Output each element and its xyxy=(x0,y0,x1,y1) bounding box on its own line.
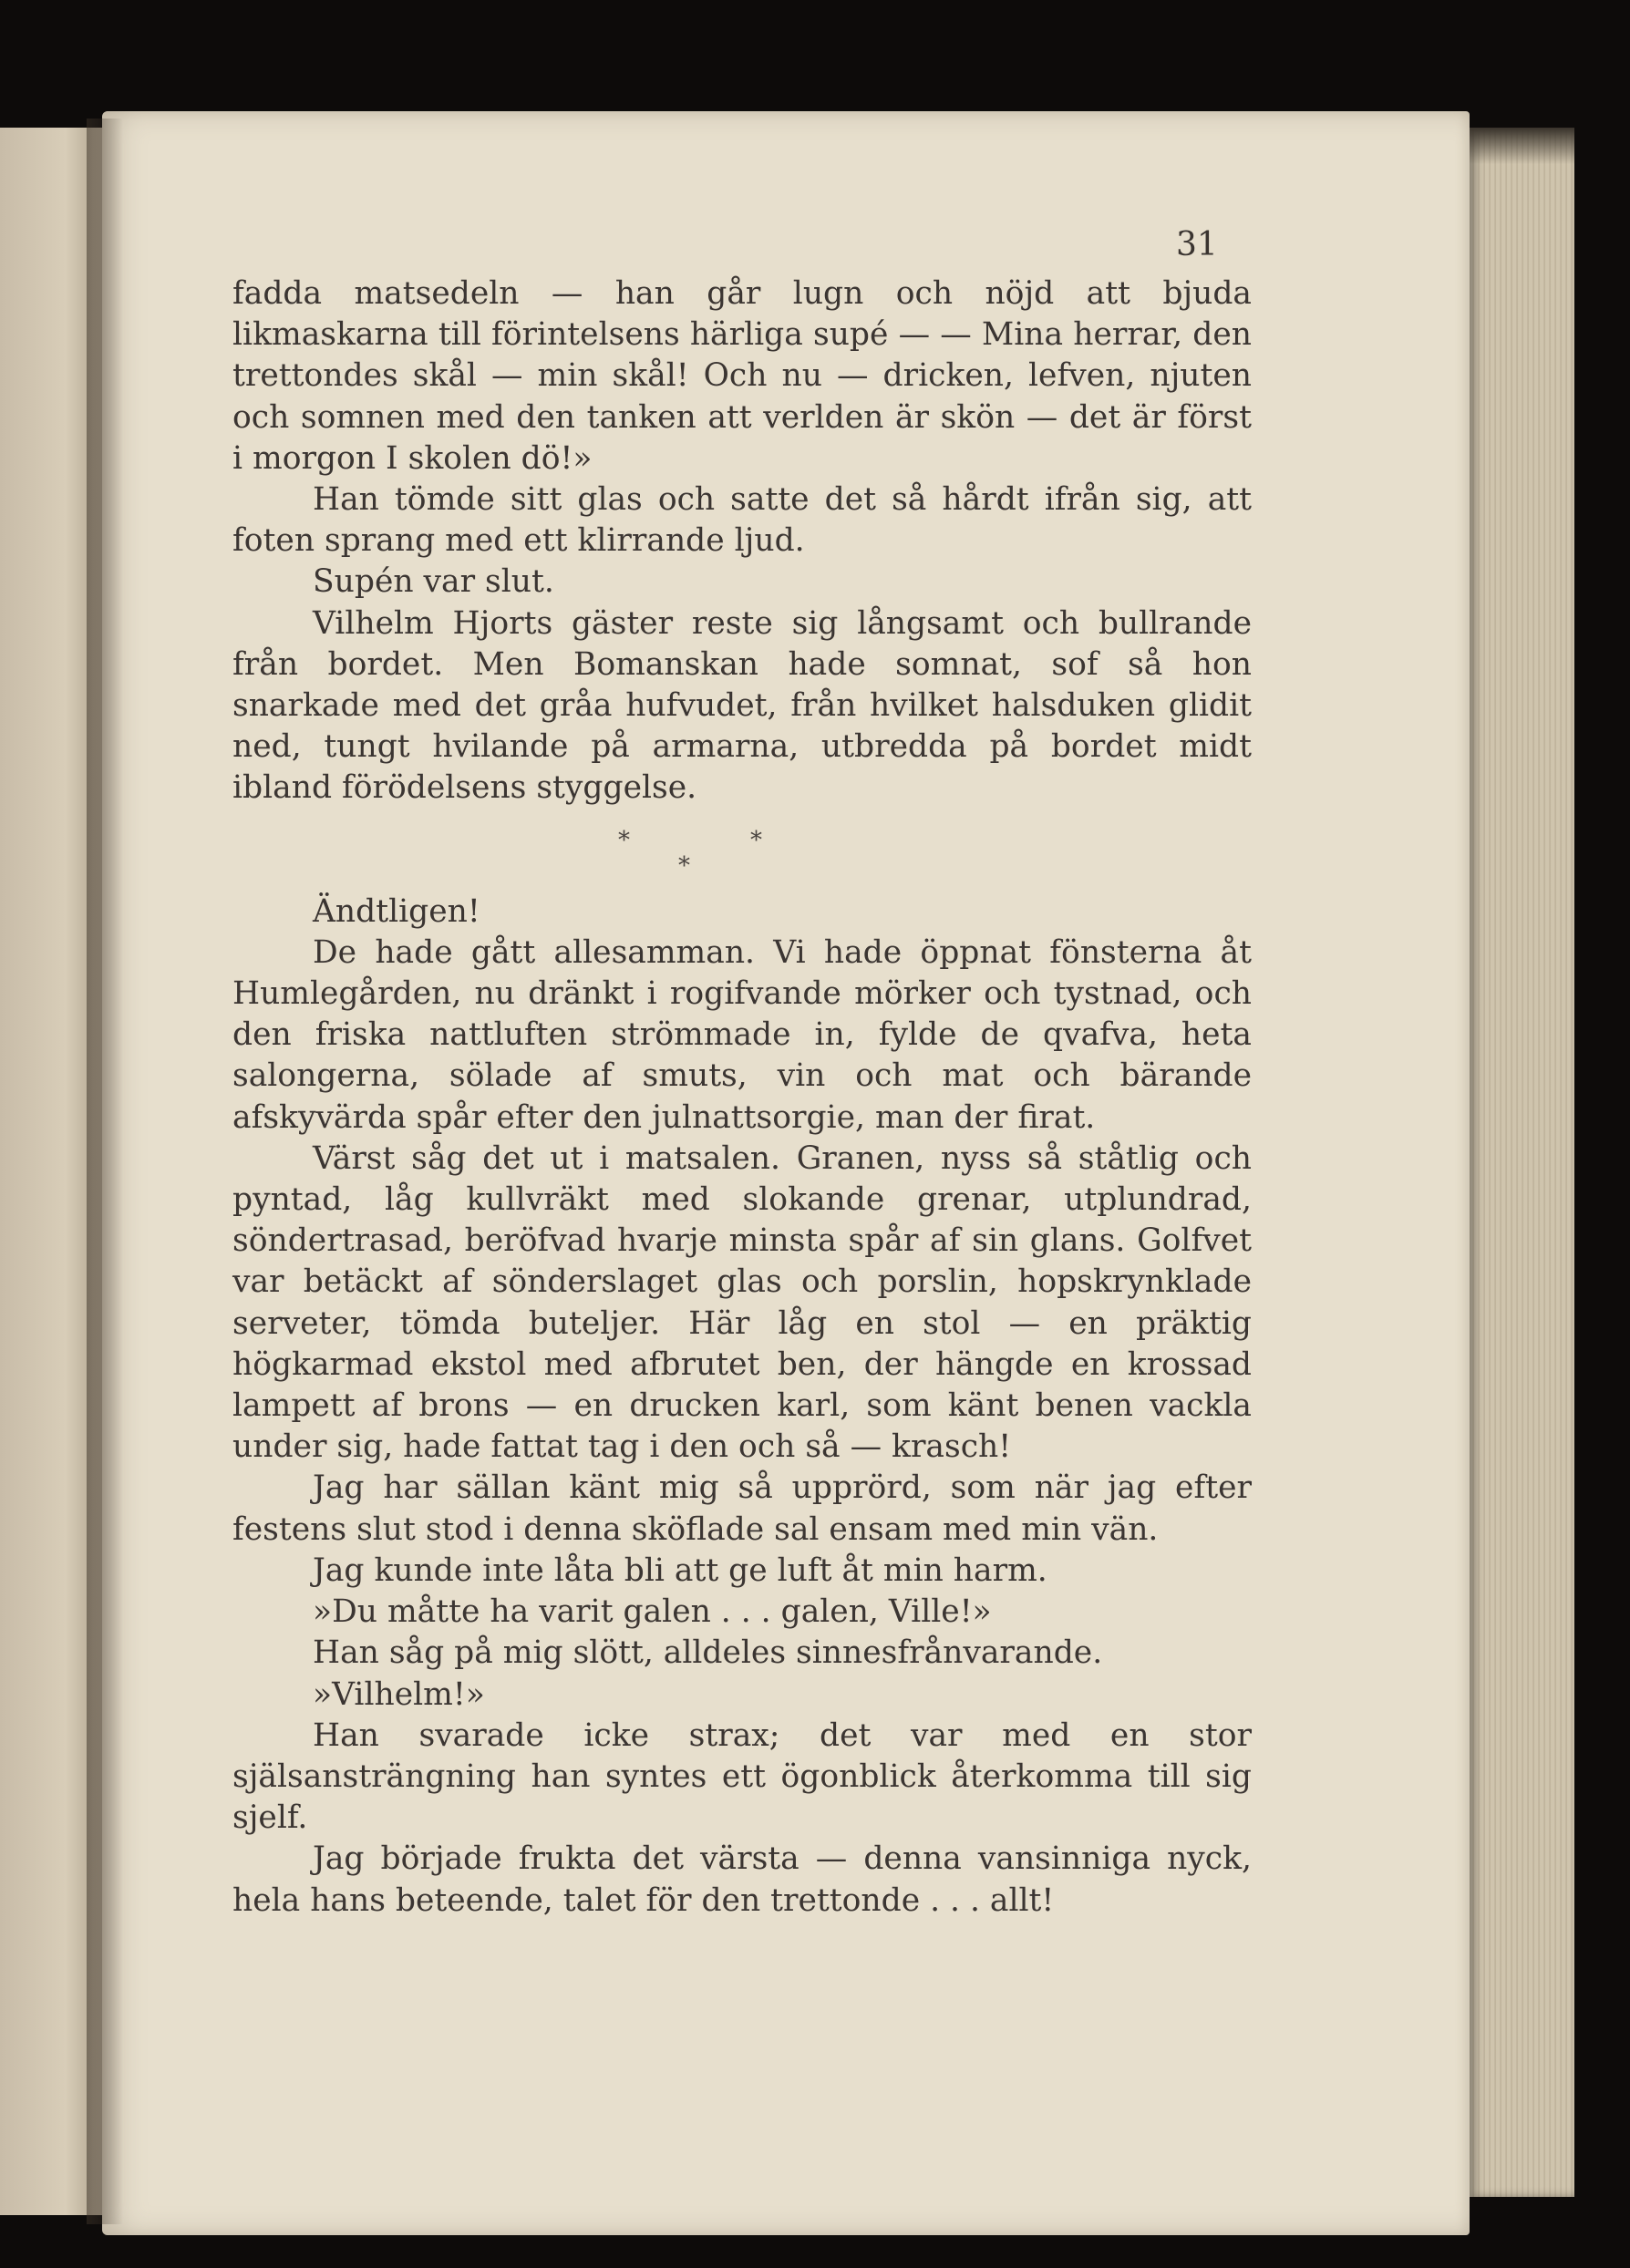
paragraph: »Du måtte ha varit galen . . . galen, Ville!» xyxy=(313,1593,992,1631)
asterisk: * xyxy=(750,826,762,854)
paragraph: Värst såg det ut i matsalen. Granen, nyss så ståtlig och pyntad, låg kullvräkt med slokande grenar, utplundrad, söndertrasad, beröfvad hvarje minsta spår af sin glans. Golfvet var betäckt af sönderslaget glas och porslin, hopskrynklade serveter, tömda buteljer. Här låg en stol — en präktig högkarmad ekstol med afbrutet ben, der hängde en krossad lampett af brons — en drucken karl, som känt benen vackla under sig, hade fattat tag i den och så — krasch! xyxy=(232,1139,1252,1466)
asterisk: * xyxy=(618,826,630,854)
gutter-shadow xyxy=(87,119,123,2224)
page-number: 31 xyxy=(1176,226,1218,263)
paragraph: Han såg på mig slött, alldeles sinnesfrånvarande. xyxy=(313,1634,1103,1672)
page-block-edges xyxy=(1470,128,1574,2197)
paragraph: Jag kunde inte låta bli att ge luft åt min harm. xyxy=(313,1552,1047,1589)
asterisk: * xyxy=(678,851,690,880)
page-text xyxy=(232,273,1252,1922)
paragraph: Jag har sällan känt mig så upprörd, som när jag efter festens slut stod i denna sköflade sal ensam med min vän. xyxy=(232,1469,1252,1548)
paragraph: Supén var slut. xyxy=(313,563,554,601)
paragraph: »Vilhelm!» xyxy=(313,1675,485,1713)
section-separator xyxy=(232,809,1252,892)
paragraph: fadda matsedeln — han går lugn och nöjd att bjuda likmaskarna till förintelsens härliga supé — — Mina herrar, den trettondes skål — min skål! Och nu — dricken, lefven, njuten och somnen med den tanken att verlden är skön — det är först i morgon I skolen dö!» xyxy=(232,275,1252,477)
paragraph: Ändtligen! xyxy=(313,892,480,930)
paragraph: Vilhelm Hjorts gäster reste sig långsamt och bullrande från bordet. Men Bomanskan hade somnat, sof så hon snarkade med det gråa hufvudet, från hvilket halsduken glidit ned, tungt hvilande på armarna, utbredda på bordet midt ibland förödelsens styggelse. xyxy=(232,604,1252,807)
paragraph: Han tömde sitt glas och satte det så hårdt ifrån sig, att foten sprang med ett klirrande ljud. xyxy=(232,481,1252,560)
page-block-shadow xyxy=(1470,128,1574,164)
paragraph: Jag började frukta det värsta — denna vansinniga nyck, hela hans beteende, talet för den trettonde . . . allt! xyxy=(232,1840,1252,1919)
paragraph: De hade gått allesamman. Vi hade öppnat fönsterna åt Humlegården, nu dränkt i rogifvande mörker och tystnad, och den friska nattluften strömmade in, fylde de qvafva, heta salongerna, sölade af smuts, vin och mat och bärande afskyvärda spår efter den julnattsorgie, man der firat. xyxy=(232,933,1252,1136)
paragraph: Han svarade icke strax; det var med en stor själsansträngning han syntes ett ögonblick återkomma till sig sjelf. xyxy=(232,1716,1252,1837)
